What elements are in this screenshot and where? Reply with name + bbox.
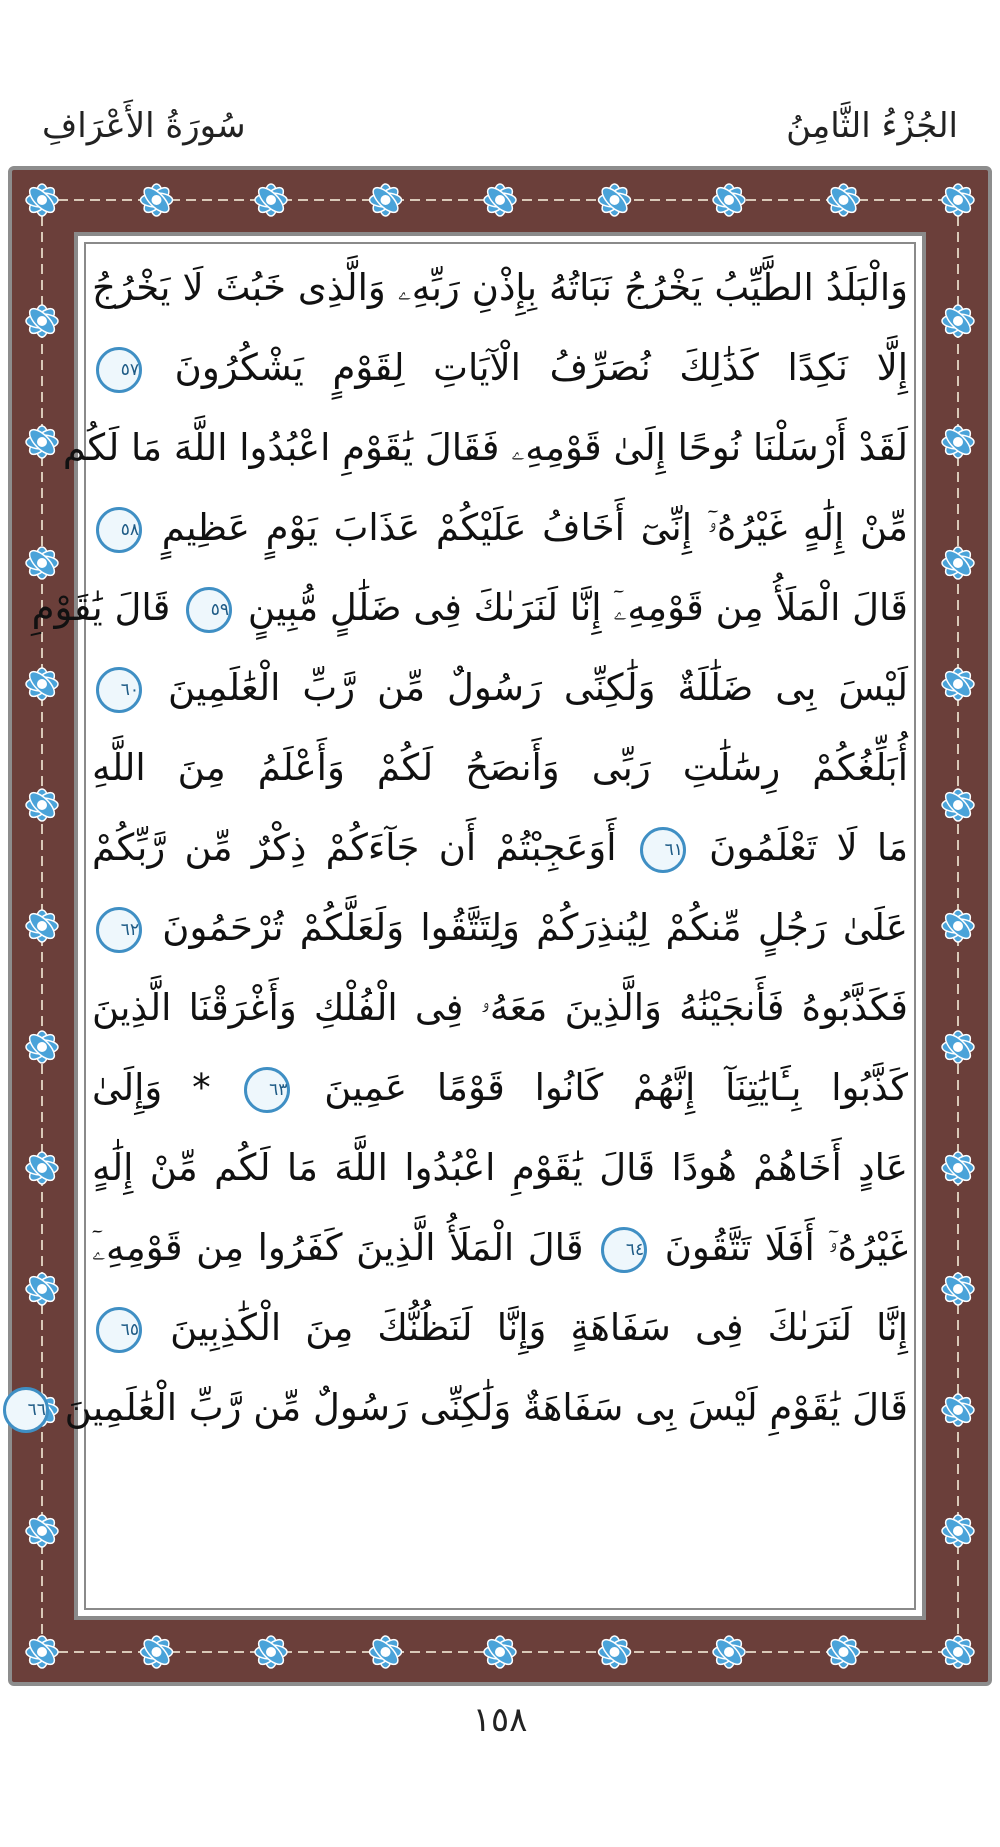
line-text: فَكَذَّبُوهُ فَأَنجَيْنَٰهُ وَالَّذِينَ مَعَهُۥ فِى الْفُلْكِ وَأَغْرَقْنَا الَّذِينَ: [92, 986, 908, 1029]
line-text: إِنَّا لَنَرَىٰكَ فِى سَفَاهَةٍ وَإِنَّا لَنَظُنُّكَ مِنَ الْكَٰذِبِينَ: [170, 1306, 908, 1349]
frame-medallion-icon: [713, 1636, 746, 1669]
line-text: لَقَدْ أَرْسَلْنَا نُوحًا إِلَىٰ قَوْمِهِۦ فَقَالَ يَٰقَوْمِ اعْبُدُوا اللَّهَ مَا لَكُم: [62, 426, 908, 469]
quran-line: [92, 968, 908, 1048]
ornamental-frame: [8, 166, 992, 1686]
ayah-number-marker: ٥٧: [96, 347, 142, 393]
quran-line: [92, 1208, 908, 1288]
quran-line: [62, 408, 908, 488]
frame-medallion-icon: [942, 1515, 975, 1548]
juz-title: الجُزْءُ الثَّامِنُ: [786, 106, 958, 146]
frame-medallion-icon: [369, 184, 402, 217]
frame-medallion-icon: [484, 1636, 517, 1669]
frame-medallion-icon: [140, 1636, 173, 1669]
frame-medallion-icon: [942, 910, 975, 943]
line-text: أُبَلِّغُكُمْ رِسَٰلَٰتِ رَبِّى وَأَنصَحُ لَكُمْ وَأَعْلَمُ مِنَ اللَّهِ: [92, 746, 908, 789]
quran-line: [92, 328, 908, 408]
frame-medallion-icon: [26, 789, 59, 822]
line-text: عَلَىٰ رَجُلٍ مِّنكُمْ لِيُنذِرَكُمْ وَلِتَتَّقُوا وَلَعَلَّكُمْ تُرْحَمُونَ: [162, 906, 909, 949]
frame-medallion-icon: [26, 1152, 59, 1185]
frame-medallion-icon: [942, 1394, 975, 1427]
frame-medallion-icon: [942, 668, 975, 701]
frame-medallion-icon: [255, 1636, 288, 1669]
quran-line: [92, 728, 908, 808]
line-text: غَيْرُهُۥٓ أَفَلَا تَتَّقُونَ: [664, 1226, 908, 1269]
line-text-continued: قَالَ يَٰقَوْمِ: [31, 586, 171, 629]
frame-medallion-icon: [26, 1031, 59, 1064]
frame-medallion-icon: [827, 184, 860, 217]
frame-medallion-icon: [827, 1636, 860, 1669]
frame-medallion-icon: [942, 1273, 975, 1306]
quran-line: [92, 648, 908, 728]
frame-medallion-icon: [942, 789, 975, 822]
line-text-continued: أَوَعَجِبْتُمْ أَن جَآءَكُمْ ذِكْرٌ مِّن رَّبِّكُمْ: [92, 826, 617, 869]
quran-line: [92, 1128, 908, 1208]
ayah-number-marker: ٥٩: [186, 587, 232, 633]
frame-medallion-icon: [26, 910, 59, 943]
line-text: وَالْبَلَدُ الطَّيِّبُ يَخْرُجُ نَبَاتُهُ بِإِذْنِ رَبِّهِۦ وَالَّذِى خَبُثَ لَا يَخْرُجُ: [92, 266, 908, 309]
line-text: مِّنْ إِلَٰهٍ غَيْرُهُۥٓ إِنِّىٓ أَخَافُ عَلَيْكُمْ عَذَابَ يَوْمٍ عَظِيمٍ: [161, 506, 908, 549]
quran-line: [92, 1288, 908, 1368]
line-text: قَالَ الْمَلَأُ مِن قَوْمِهِۦٓ إِنَّا لَنَرَىٰكَ فِى ضَلَٰلٍ مُّبِينٍ: [247, 586, 908, 629]
frame-medallion-icon: [140, 184, 173, 217]
line-text: قَالَ يَٰقَوْمِ لَيْسَ بِى سَفَاهَةٌ وَلَٰكِنِّى رَسُولٌ مِّن رَّبِّ الْعَٰلَمِينَ: [64, 1386, 908, 1429]
quran-line: [92, 808, 908, 888]
line-text: كَذَّبُوا بِـَٔايَٰتِنَآ إِنَّهُمْ كَانُوا قَوْمًا عَمِينَ: [324, 1066, 908, 1109]
line-text: لَيْسَ بِى ضَلَٰلَةٌ وَلَٰكِنِّى رَسُولٌ مِّن رَّبِّ الْعَٰلَمِينَ: [168, 666, 908, 709]
quran-line: [92, 248, 908, 328]
frame-medallion-icon: [942, 184, 975, 217]
frame-medallion-icon: [942, 1031, 975, 1064]
ayah-number-marker: ٦١: [640, 827, 686, 873]
surah-title: سُورَةُ الأَعْرَافِ: [42, 106, 246, 146]
line-text: عَادٍ أَخَاهُمْ هُودًا قَالَ يَٰقَوْمِ اعْبُدُوا اللَّهَ مَا لَكُم مِّنْ إِلَٰهٍ: [92, 1146, 908, 1189]
frame-medallion-icon: [598, 184, 631, 217]
quran-line: [31, 568, 908, 648]
quran-line: [92, 1048, 908, 1128]
text-panel: [27, 232, 926, 1620]
frame-medallion-icon: [713, 184, 746, 217]
page-number: ١٥٨: [472, 1700, 528, 1740]
quran-line: [27, 1368, 908, 1448]
ayah-number-marker: ٦٠: [96, 667, 142, 713]
frame-medallion-icon: [942, 305, 975, 338]
quran-line: [92, 888, 908, 968]
frame-medallion-icon: [26, 184, 59, 217]
line-text: إِلَّا نَكِدًا كَذَٰلِكَ نُصَرِّفُ الْآيَاتِ لِقَوْمٍ يَشْكُرُونَ: [174, 346, 908, 389]
frame-medallion-icon: [484, 184, 517, 217]
ayah-number-marker: ٦٣: [244, 1067, 290, 1113]
frame-medallion-icon: [598, 1636, 631, 1669]
line-text-continued: قَالَ الْمَلَأُ الَّذِينَ كَفَرُوا مِن قَوْمِهِۦٓ: [92, 1226, 584, 1269]
frame-medallion-icon: [255, 184, 288, 217]
frame-medallion-icon: [942, 1636, 975, 1669]
line-text-continued: * وَإِلَىٰ: [92, 1066, 211, 1109]
frame-medallion-icon: [26, 305, 59, 338]
frame-medallion-icon: [369, 1636, 402, 1669]
page-header: [22, 96, 978, 156]
frame-medallion-icon: [26, 1515, 59, 1548]
frame-medallion-icon: [26, 1273, 59, 1306]
frame-medallion-icon: [26, 668, 59, 701]
line-text: مَا لَا تَعْلَمُونَ: [709, 826, 909, 869]
quran-text: [27, 248, 909, 1604]
ayah-number-marker: ٦٢: [96, 907, 142, 953]
ayah-number-marker: ٦٤: [601, 1227, 647, 1273]
ayah-number-marker: ٦٦: [3, 1387, 49, 1433]
frame-medallion-icon: [942, 1152, 975, 1185]
ayah-number-marker: ٥٨: [96, 507, 142, 553]
frame-medallion-icon: [942, 547, 975, 580]
ayah-number-marker: ٦٥: [96, 1307, 142, 1353]
frame-medallion-icon: [26, 1636, 59, 1669]
frame-medallion-icon: [26, 426, 59, 459]
frame-medallion-icon: [942, 426, 975, 459]
quran-line: [92, 488, 908, 568]
